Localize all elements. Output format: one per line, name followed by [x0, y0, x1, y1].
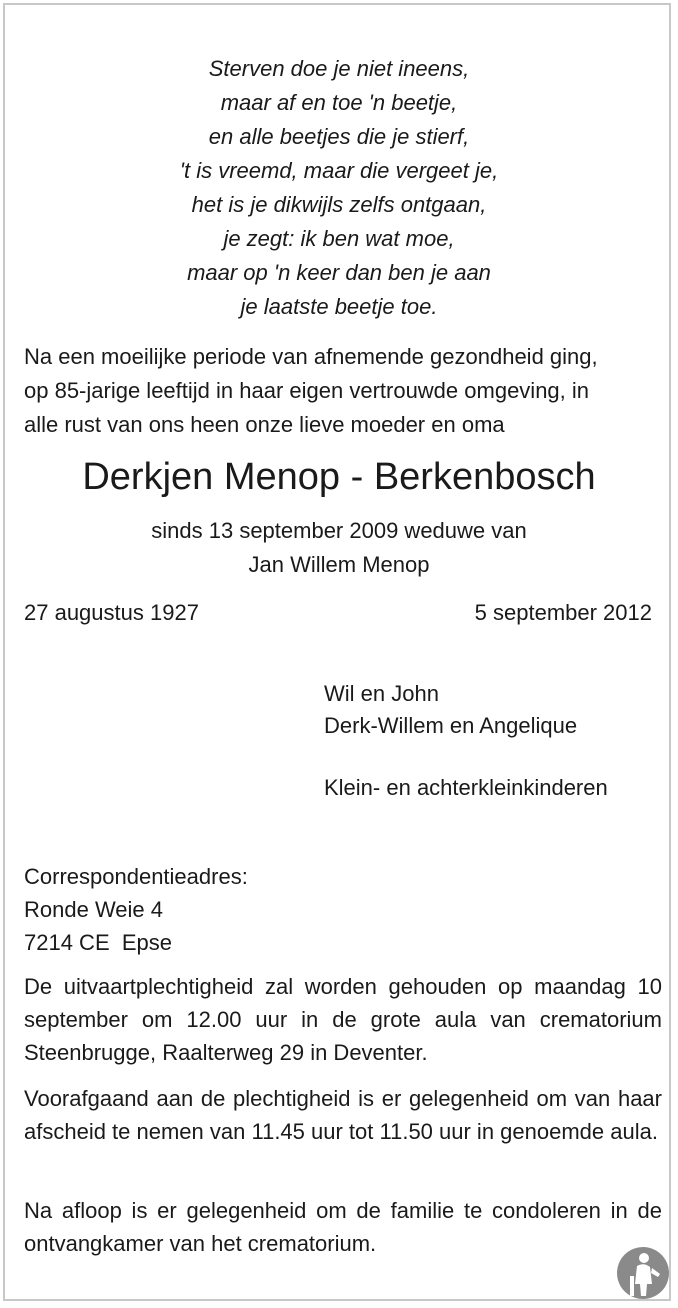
spacer	[324, 742, 608, 772]
family-member: Klein- en achterkleinkinderen	[324, 775, 608, 800]
family-list	[324, 678, 608, 804]
poem-line: Sterven doe je niet ineens,	[208, 56, 470, 81]
poem-line: het is je dikwijls zelfs ontgaan,	[191, 192, 487, 217]
mourning-figure-logo-icon	[616, 1246, 670, 1300]
poem-line: en alle beetjes die je stierf,	[208, 124, 470, 149]
intro-line: alle rust van ons heen onze lieve moeder en oma	[24, 412, 505, 437]
widow-info	[0, 514, 678, 582]
condolence-info: Na afloop is er gelegenheid om de familie te condoleren in de ontvangkamer van het crematorium.	[24, 1198, 662, 1256]
spouse-name: Jan Willem Menop	[248, 552, 430, 577]
deceased-name: Derkjen Menop - Berkenbosch	[82, 456, 596, 498]
birth-date: 27 augustus 1927	[24, 600, 199, 625]
correspondence-address	[24, 860, 248, 959]
intro-text	[24, 340, 662, 442]
death-date: 5 september 2012	[474, 600, 652, 625]
poem-line: maar op 'n keer dan ben je aan	[187, 260, 491, 285]
address-city: 7214 CE Epse	[24, 930, 172, 955]
poem-line: 't is vreemd, maar die vergeet je,	[179, 158, 499, 183]
family-member: Derk-Willem en Angelique	[324, 713, 578, 738]
intro-line: op 85-jarige leeftijd in haar eigen vertrouwde omgeving, in	[24, 378, 590, 403]
address-street: Ronde Weie 4	[24, 897, 164, 922]
funeral-info: De uitvaartplechtigheid zal worden gehouden op maandag 10 september om 12.00 uur in de grote aula van crematorium Steenbrugge, Raalterweg 29 in Deventer.	[24, 974, 662, 1065]
farewell-info: Voorafgaand aan de plechtigheid is er gelegenheid om van haar afscheid te nemen van 11.45 uur tot 11.50 uur in genoemde aula.	[24, 1086, 662, 1144]
address-label: Correspondentieadres:	[24, 864, 248, 889]
poem-line: maar af en toe 'n beetje,	[220, 90, 458, 115]
widow-line: sinds 13 september 2009 weduwe van	[151, 518, 527, 543]
poem-line: je laatste beetje toe.	[240, 294, 438, 319]
poem	[0, 52, 678, 324]
intro-line: Na een moeilijke periode van afnemende gezondheid ging,	[24, 344, 598, 369]
family-member: Wil en John	[324, 681, 439, 706]
poem-line: je zegt: ik ben wat moe,	[223, 226, 455, 251]
